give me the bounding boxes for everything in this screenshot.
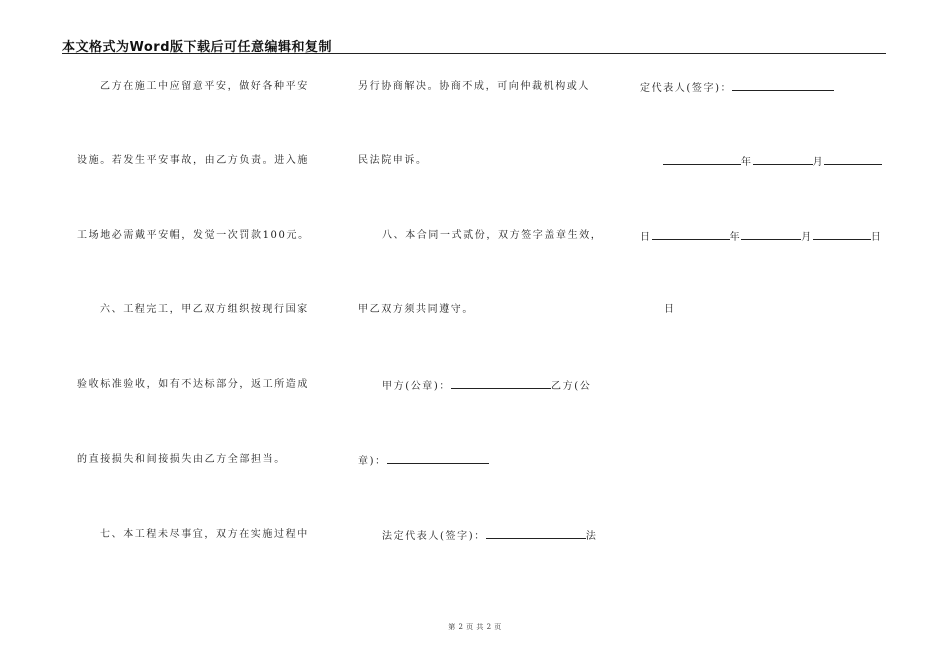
day-blank [824, 154, 882, 165]
paragraph-line: 甲乙双方须共同遵守。 [358, 304, 474, 315]
page-number: 第 2 页 共 2 页 [448, 623, 502, 631]
paragraph-line: 乙方在施工中应留意平安，做好各种平安 [100, 81, 309, 92]
date-line-b [640, 229, 882, 245]
document-header [62, 36, 886, 54]
party-a-seal-line [382, 378, 591, 394]
month-label: 月 [801, 232, 813, 243]
legal-rep-label-b-cont: 定代表人(签字)： [640, 83, 733, 94]
party-a-seal-label: 甲方(公章)： [382, 381, 452, 392]
legal-rep-label-b: 法 [585, 531, 598, 542]
date-line-a [663, 154, 882, 170]
paragraph-line: 七、本工程未尽事宜，双方在实施过程中 [100, 529, 309, 540]
year-label: 年 [741, 157, 753, 168]
paragraph-line: 八、本合同一式贰份，双方签字盖章生效， [382, 230, 603, 241]
day-blank [813, 229, 871, 240]
party-b-seal-label: 乙方(公 [551, 381, 592, 392]
party-b-seal-label-cont: 章)： [358, 456, 387, 467]
paragraph-line: 验收标准验收，如有不达标部分，返工所造成 [77, 379, 309, 390]
header-title: 本文格式为Word版下载后可任意编辑和复制 [62, 40, 333, 55]
day-label-line [664, 303, 676, 317]
paragraph-line: 工场地必需戴平安帽，发觉一次罚款100元。 [77, 230, 310, 241]
signature-blank [451, 378, 551, 389]
paragraph-line: 的直接损失和间接损失由乙方全部担当。 [77, 454, 286, 465]
month-blank [753, 154, 813, 165]
year-blank [652, 229, 730, 240]
legal-rep-line-b [640, 80, 834, 96]
month-label: 月 [812, 157, 825, 168]
legal-rep-label: 法定代表人(签字)： [382, 531, 486, 542]
paragraph-line: 设施。若发生平安事故，由乙方负责。进入施 [77, 155, 309, 166]
day-label: 日 [640, 232, 652, 243]
signature-blank [486, 528, 586, 539]
year-label: 年 [729, 232, 742, 243]
legal-rep-line [382, 528, 597, 544]
signature-blank [387, 453, 489, 464]
year-blank [663, 154, 741, 165]
signature-blank [732, 80, 834, 91]
day-label: 日 [664, 304, 676, 315]
paragraph-line: 六、工程完工，甲乙双方组织按现行国家 [100, 304, 309, 315]
month-blank [741, 229, 801, 240]
party-b-seal-line [358, 453, 489, 469]
day-label: 日 [870, 232, 883, 243]
paragraph-line: 另行协商解决。协商不成，可向仲裁机构或人 [358, 81, 590, 92]
paragraph-line: 民法院申诉。 [358, 155, 428, 166]
